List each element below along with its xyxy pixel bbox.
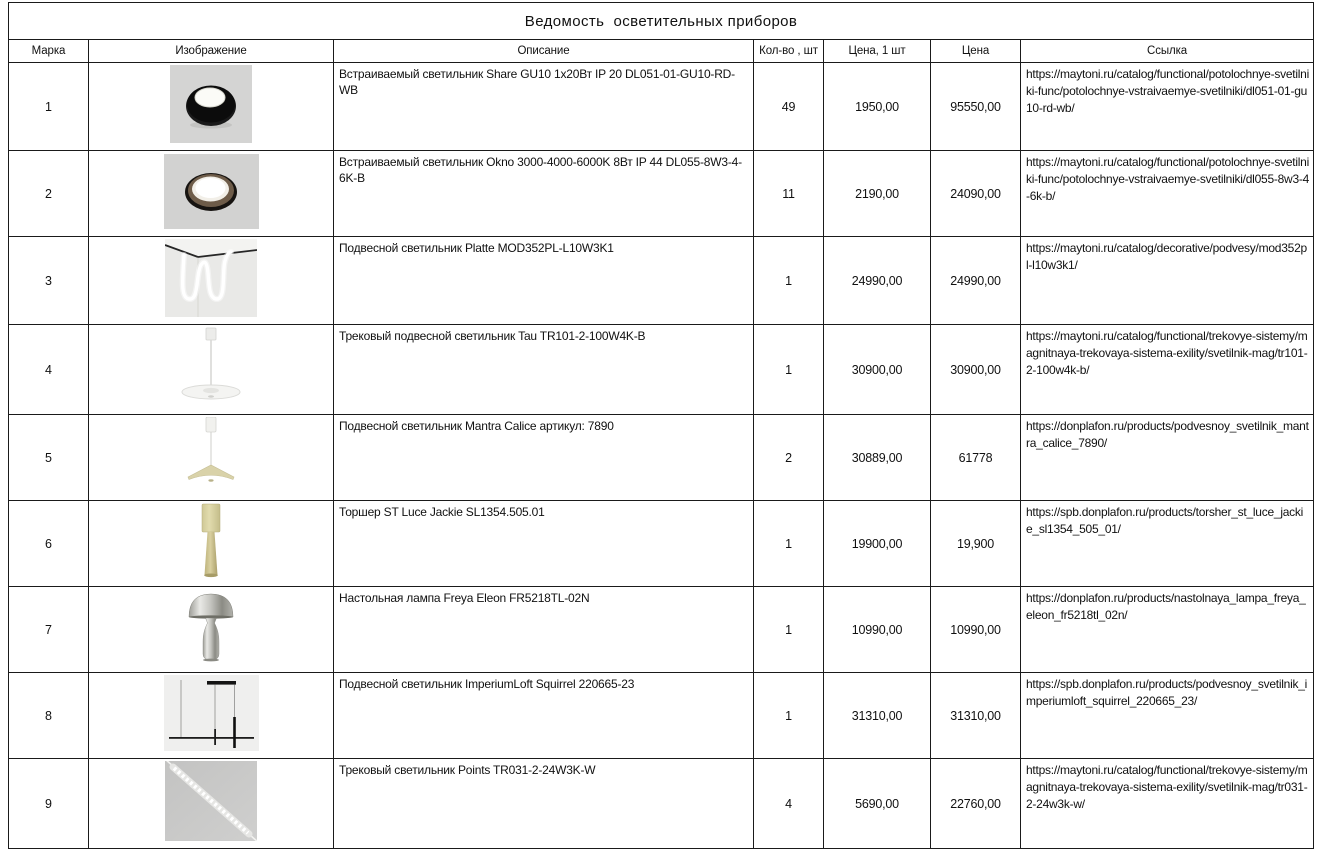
product-image-cell [89, 237, 334, 325]
document-sheet [0, 2, 1320, 845]
mark-cell: 5 [9, 415, 89, 501]
qty-cell: 1 [754, 501, 824, 587]
col-header-unit-price: Цена, 1 шт [824, 40, 931, 63]
total-price-cell: 30900,00 [931, 325, 1021, 415]
qty-cell: 1 [754, 673, 824, 759]
description-cell: Настольная лампа Freya Eleon FR5218TL-02N [334, 587, 754, 673]
link-cell: https://maytoni.ru/catalog/functional/potolochnye-svetilniki-func/potolochnye-vstraivaemye-svetilniki/dl051-01-gu10-rd-wb/ [1021, 63, 1314, 151]
description-cell: Встраиваемый светильник Share GU10 1x20Вт IP 20 DL051-01-GU10-RD-WB [334, 63, 754, 151]
total-price-cell: 10990,00 [931, 587, 1021, 673]
floor-lamp-image [197, 503, 225, 579]
col-header-image: Изображение [89, 40, 334, 63]
description-cell: Торшер ST Luce Jackie SL1354.505.01 [334, 501, 754, 587]
product-image-cell [89, 673, 334, 759]
qty-cell: 1 [754, 237, 824, 325]
total-price-cell: 19,900 [931, 501, 1021, 587]
qty-cell: 1 [754, 587, 824, 673]
product-image-cell [89, 759, 334, 849]
col-header-qty: Кол-во , шт [754, 40, 824, 63]
description-cell: Подвесной светильник ImperiumLoft Squirrel 220665-23 [334, 673, 754, 759]
col-header-mark: Марка [9, 40, 89, 63]
qty-cell: 49 [754, 63, 824, 151]
mark-cell: 1 [9, 63, 89, 151]
unit-price-cell: 19900,00 [824, 501, 931, 587]
table-row-3 [9, 237, 1314, 325]
description-cell: Трековый подвесной светильник Tau TR101-2-100W4K-B [334, 325, 754, 415]
qty-cell: 11 [754, 151, 824, 237]
qty-cell: 4 [754, 759, 824, 849]
product-image-cell [89, 63, 334, 151]
link-cell: https://maytoni.ru/catalog/decorative/podvesy/mod352pl-l10w3k1/ [1021, 237, 1314, 325]
cone-shade-pendant-image [161, 417, 261, 493]
mark-cell: 4 [9, 325, 89, 415]
product-image-cell [89, 587, 334, 673]
unit-price-cell: 1950,00 [824, 63, 931, 151]
link-cell: https://maytoni.ru/catalog/functional/trekovye-sistemy/magnitnaya-trekovaya-sistema-exility/svetilnik-mag/tr031-2-24w3k-w/ [1021, 759, 1314, 849]
mark-cell: 9 [9, 759, 89, 849]
table-row-7 [9, 587, 1314, 673]
link-cell: https://donplafon.ru/products/nastolnaya_lampa_freya_eleon_fr5218tl_02n/ [1021, 587, 1314, 673]
mark-cell: 2 [9, 151, 89, 237]
mushroom-table-lamp-image [188, 592, 234, 662]
table-row-9 [9, 759, 1314, 849]
mark-cell: 7 [9, 587, 89, 673]
table-row-4 [9, 325, 1314, 415]
description-cell: Подвесной светильник Platte MOD352PL-L10W3K1 [334, 237, 754, 325]
unit-price-cell: 2190,00 [824, 151, 931, 237]
link-cell: https://spb.donplafon.ru/products/torsher_st_luce_jackie_sl1354_505_01/ [1021, 501, 1314, 587]
table-row-5 [9, 415, 1314, 501]
mark-cell: 8 [9, 673, 89, 759]
unit-price-cell: 24990,00 [824, 237, 931, 325]
fixtures-table [8, 2, 1314, 849]
description-cell: Встраиваемый светильник Okno 3000-4000-6000K 8Вт IP 44 DL055-8W3-4-6K-B [334, 151, 754, 237]
table-row-8 [9, 673, 1314, 759]
col-header-description: Описание [334, 40, 754, 63]
led-track-strip-image [165, 761, 257, 841]
unit-price-cell: 10990,00 [824, 587, 931, 673]
total-price-cell: 24090,00 [931, 151, 1021, 237]
recessed-downlight-black-image [170, 65, 252, 143]
unit-price-cell: 31310,00 [824, 673, 931, 759]
description-cell: Трековый светильник Points TR031-2-24W3K-W [334, 759, 754, 849]
product-image-cell [89, 415, 334, 501]
table-row-6 [9, 501, 1314, 587]
total-price-cell: 31310,00 [931, 673, 1021, 759]
description-cell: Подвесной светильник Mantra Calice артикул: 7890 [334, 415, 754, 501]
link-cell: https://spb.donplafon.ru/products/podvesnoy_svetilnik_imperiumloft_squirrel_220665_23/ [1021, 673, 1314, 759]
total-price-cell: 22760,00 [931, 759, 1021, 849]
total-price-cell: 24990,00 [931, 237, 1021, 325]
unit-price-cell: 30900,00 [824, 325, 931, 415]
mark-cell: 3 [9, 237, 89, 325]
col-header-price: Цена [931, 40, 1021, 63]
total-price-cell: 61778 [931, 415, 1021, 501]
qty-cell: 2 [754, 415, 824, 501]
linear-geometric-pendant-image [164, 675, 259, 751]
qty-cell: 1 [754, 325, 824, 415]
table-row-1 [9, 63, 1314, 151]
product-image-cell [89, 501, 334, 587]
link-cell: https://donplafon.ru/products/podvesnoy_svetilnik_mantra_calice_7890/ [1021, 415, 1314, 501]
col-header-link: Ссылка [1021, 40, 1314, 63]
recessed-downlight-ring-image [164, 154, 259, 229]
link-cell: https://maytoni.ru/catalog/functional/trekovye-sistemy/magnitnaya-trekovaya-sistema-exility/svetilnik-mag/tr101-2-100w4k-b/ [1021, 325, 1314, 415]
mark-cell: 6 [9, 501, 89, 587]
total-price-cell: 95550,00 [931, 63, 1021, 151]
product-image-cell [89, 325, 334, 415]
table-row-2 [9, 151, 1314, 237]
product-image-cell [89, 151, 334, 237]
unit-price-cell: 5690,00 [824, 759, 931, 849]
wave-cord-pendant-image [165, 239, 257, 317]
header-row [9, 40, 1314, 63]
document-title: Ведомость осветительных приборов [9, 3, 1314, 40]
title-row [9, 3, 1314, 40]
unit-price-cell: 30889,00 [824, 415, 931, 501]
track-disc-pendant-image [171, 327, 251, 407]
link-cell: https://maytoni.ru/catalog/functional/potolochnye-svetilniki-func/potolochnye-vstraivaemye-svetilniki/dl055-8w3-4-6k-b/ [1021, 151, 1314, 237]
